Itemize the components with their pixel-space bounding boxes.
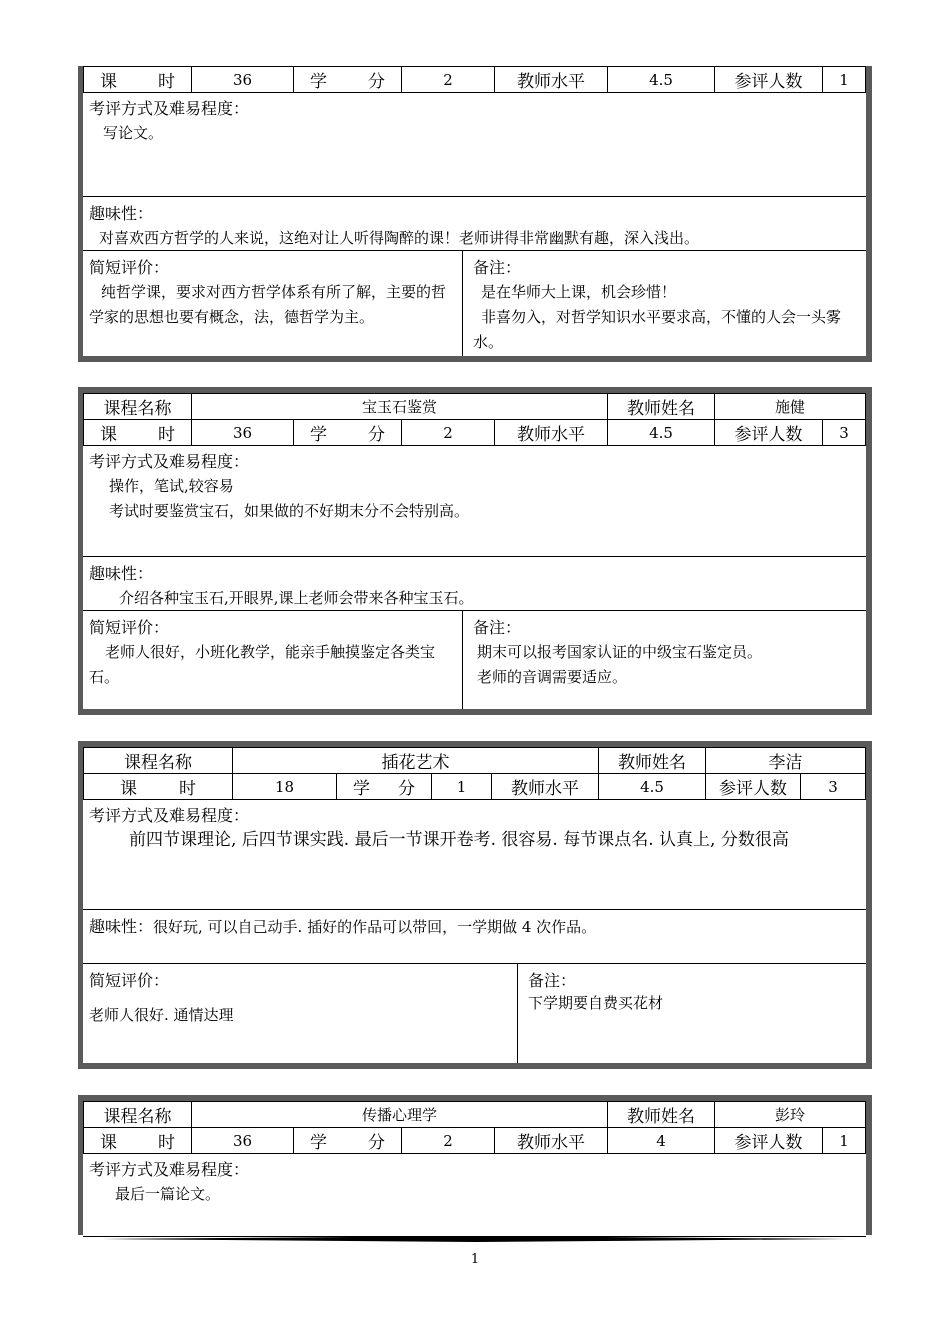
teacher-level-value: 4.5 xyxy=(608,67,715,93)
notes-line: 是在华师大上课，机会珍惜！ xyxy=(481,283,677,301)
exam-text: 前四节课理论, 后四节课实践. 最后一节课开卷考. 很容易. 每节课点名. 认真上, 分数很高 xyxy=(129,830,789,850)
hours-value: 36 xyxy=(192,420,294,446)
credits-value: 1 xyxy=(432,774,492,800)
teacher-level-value: 4.5 xyxy=(599,774,706,800)
notes-line: 下学期要自费买花材 xyxy=(528,994,664,1012)
course-name-value: 传播心理学 xyxy=(192,1102,608,1128)
teacher-level-label: 教师水平 xyxy=(492,774,599,800)
interest-title: 趣味性： xyxy=(89,917,154,936)
hours-label: 课 时 xyxy=(84,1128,192,1154)
reviewers-value: 1 xyxy=(823,67,866,93)
exam-text: 最后一篇论文。 xyxy=(115,1185,221,1203)
interest-title: 趣味性： xyxy=(89,564,154,583)
review-notes-row xyxy=(83,251,866,356)
interest-section xyxy=(83,557,866,611)
reviewers-label: 参评人数 xyxy=(706,774,801,800)
review-title: 简短评价： xyxy=(89,618,170,637)
teacher-level-label: 教师水平 xyxy=(495,1128,608,1154)
notes-line: 老师的音调需要适应。 xyxy=(477,668,628,686)
teacher-name-value: 李洁 xyxy=(706,748,866,774)
exam-section xyxy=(83,799,866,910)
reviewers-label: 参评人数 xyxy=(715,420,823,446)
teacher-name-label: 教师姓名 xyxy=(608,1102,715,1128)
teacher-level-label: 教师水平 xyxy=(495,420,608,446)
teacher-level-label: 教师水平 xyxy=(495,67,608,93)
exam-section xyxy=(83,92,866,197)
interest-text: 介绍各种宝玉石,开眼界,课上老师会带来各种宝玉石。 xyxy=(119,589,474,607)
teacher-level-value: 4.5 xyxy=(608,420,715,446)
credits-value: 2 xyxy=(402,420,495,446)
hours-label: 课 时 xyxy=(84,774,233,800)
review-text: 纯哲学课，要求对西方哲学体系有所了解，主要的哲学家的思想也要有概念，法，德哲学为主。 xyxy=(89,283,447,326)
review-text: 老师人很好，小班化教学，能亲手触摸鉴定各类宝石。 xyxy=(89,643,436,686)
course-name-label: 课程名称 xyxy=(84,1102,192,1128)
review-title: 简短评价： xyxy=(89,971,170,990)
review-title: 简短评价： xyxy=(89,258,170,277)
credits-label: 学 分 xyxy=(294,1128,402,1154)
notes-section xyxy=(463,251,866,356)
reviewers-value: 1 xyxy=(823,1128,866,1154)
notes-title: 备注： xyxy=(473,258,522,277)
course-info-table xyxy=(83,1101,866,1154)
interest-section xyxy=(83,910,866,964)
course-name-value: 插花艺术 xyxy=(233,748,599,774)
notes-section xyxy=(518,964,866,1063)
interest-section xyxy=(83,197,866,251)
interest-text: 对喜欢西方哲学的人来说，这绝对让人听得陶醉的课！老师讲得非常幽默有趣，深入浅出。 xyxy=(99,229,700,247)
interest-title: 趣味性： xyxy=(89,204,154,223)
page-number: 1 xyxy=(470,1252,480,1267)
teacher-name-label: 教师姓名 xyxy=(599,748,706,774)
notes-line: 期末可以报考国家认证的中级宝石鉴定员。 xyxy=(477,643,763,661)
credits-label: 学 分 xyxy=(294,67,402,93)
review-text: 老师人很好. 通情达理 xyxy=(89,1006,234,1024)
exam-title: 考评方式及难易程度： xyxy=(89,452,250,471)
exam-line: 操作，笔试,较容易 xyxy=(109,477,234,495)
teacher-level-value: 4 xyxy=(608,1128,715,1154)
reviewers-value: 3 xyxy=(823,420,866,446)
teacher-name-label: 教师姓名 xyxy=(608,394,715,420)
interest-text: 很好玩, 可以自己动手. 插好的作品可以带回，一学期做 4 次作品。 xyxy=(153,918,597,936)
notes-line: 非喜勿入，对哲学知识水平要求高，不懂的人会一头雾水。 xyxy=(473,308,842,351)
hours-value: 18 xyxy=(233,774,337,800)
notes-title: 备注： xyxy=(473,618,522,637)
course-card-3 xyxy=(78,741,872,1069)
footer-divider xyxy=(102,1236,848,1242)
reviewers-label: 参评人数 xyxy=(715,1128,823,1154)
course-info-table xyxy=(83,393,866,446)
course-card-4 xyxy=(78,1095,872,1235)
review-section xyxy=(83,964,518,1063)
exam-section xyxy=(83,1153,866,1237)
review-notes-row xyxy=(83,611,866,709)
exam-section xyxy=(83,445,866,557)
course-name-label: 课程名称 xyxy=(84,394,192,420)
exam-line: 考试时要鉴赏宝石，如果做的不好期末分不会特别高。 xyxy=(109,502,470,520)
hours-value: 36 xyxy=(192,1128,294,1154)
exam-title: 考评方式及难易程度： xyxy=(89,1160,250,1179)
course-name-label: 课程名称 xyxy=(84,748,233,774)
course-info-table xyxy=(83,66,866,93)
hours-label: 课 时 xyxy=(84,420,192,446)
notes-title: 备注： xyxy=(528,971,577,990)
reviewers-value: 3 xyxy=(801,774,866,800)
teacher-name-value: 施健 xyxy=(715,394,866,420)
credits-value: 2 xyxy=(402,1128,495,1154)
reviewers-label: 参评人数 xyxy=(715,67,823,93)
course-info-table xyxy=(83,747,866,800)
exam-title: 考评方式及难易程度： xyxy=(89,806,250,825)
exam-text: 写论文。 xyxy=(103,124,164,142)
course-card-2 xyxy=(78,387,872,715)
exam-title: 考评方式及难易程度： xyxy=(89,99,250,118)
hours-label: 课 时 xyxy=(84,67,192,93)
teacher-name-value: 彭玲 xyxy=(715,1102,866,1128)
review-section xyxy=(83,611,463,709)
notes-section xyxy=(463,611,866,709)
course-card-1 xyxy=(78,66,872,362)
credits-value: 2 xyxy=(402,67,495,93)
review-section xyxy=(83,251,463,356)
review-notes-row xyxy=(83,964,866,1063)
credits-label: 学 分 xyxy=(337,774,432,800)
credits-label: 学 分 xyxy=(294,420,402,446)
hours-value: 36 xyxy=(192,67,294,93)
course-name-value: 宝玉石鉴赏 xyxy=(192,394,608,420)
